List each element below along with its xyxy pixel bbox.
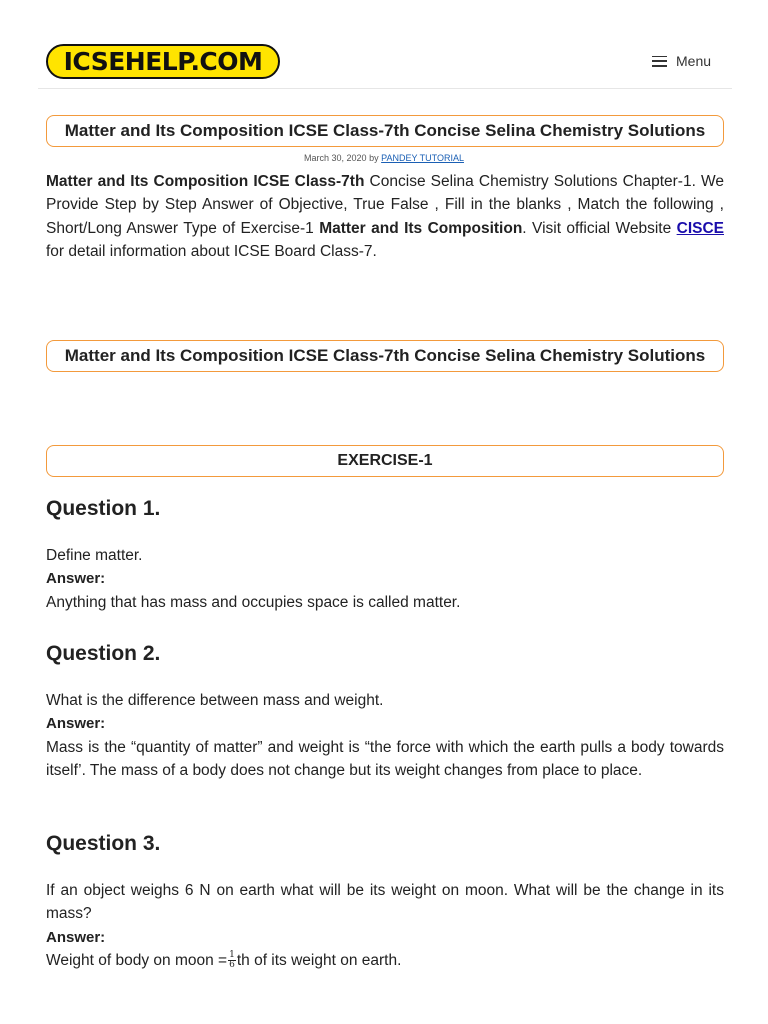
question-3-title: Question 3. bbox=[46, 832, 161, 855]
question-3-answer bbox=[46, 949, 724, 972]
question-1-title: Question 1. bbox=[46, 497, 161, 520]
answer-3-end: th of its weight on earth. bbox=[236, 951, 402, 969]
site-header bbox=[38, 38, 732, 89]
menu-button[interactable] bbox=[652, 51, 711, 71]
intro-bold-title: Matter and Its Composition ICSE Class-7th bbox=[46, 173, 365, 190]
question-2-answer-label: Answer: bbox=[46, 715, 106, 733]
answer-3-start: Weight of body on moon = bbox=[46, 951, 228, 969]
intro-text-2: . Visit official Website bbox=[522, 219, 677, 237]
site-logo[interactable] bbox=[46, 44, 280, 79]
question-1-body bbox=[46, 544, 724, 614]
question-1-answer: Anything that has mass and occupies space is called matter. bbox=[46, 593, 461, 611]
fraction-denominator: 6 bbox=[229, 960, 235, 971]
question-3-text: If an object weighs 6 N on earth what will be its weight on moon. What will be the change in its mass? bbox=[46, 882, 724, 923]
question-2-answer: Mass is the “quantity of matter” and weight is “the force with which the earth pulls a body towards itself’. The mass of a body does not change but its weight changes from place to place. bbox=[46, 738, 724, 779]
menu-label: Menu bbox=[676, 53, 712, 69]
question-1-answer-label: Answer: bbox=[46, 570, 106, 588]
fraction-one-sixth bbox=[228, 951, 236, 970]
logo-text: ICSEHELP.COM bbox=[63, 47, 263, 76]
post-title: Matter and Its Composition ICSE Class-7th Concise Selina Chemistry Solutions bbox=[46, 115, 724, 147]
question-2-text: What is the difference between mass and weight. bbox=[46, 692, 384, 709]
author-link[interactable]: PANDEY TUTORIAL bbox=[381, 153, 464, 163]
exercise-heading: EXERCISE-1 bbox=[46, 445, 724, 477]
post-date: March 30, 2020 bbox=[304, 153, 367, 163]
question-3-answer-label: Answer: bbox=[46, 928, 106, 946]
fraction-numerator: 1 bbox=[229, 950, 235, 961]
intro-paragraph bbox=[46, 170, 724, 263]
question-2-title: Question 2. bbox=[46, 642, 161, 665]
hamburger-icon bbox=[652, 56, 667, 67]
cisce-link[interactable]: CISCE bbox=[676, 219, 724, 237]
intro-bold-chapter: Matter and Its Composition bbox=[319, 219, 523, 237]
question-1-text: Define matter. bbox=[46, 547, 143, 564]
intro-text-1: Concise Selina Chemistry Solutions Chapter-1. We Provide Step by Step Answer of Objective, True False , Fill in the blanks , Match the following , Short/Long Answer Type of Exercise-1 bbox=[46, 173, 724, 237]
intro-text-3: for detail information about ICSE Board Class-7. bbox=[46, 242, 377, 260]
question-2-body bbox=[46, 689, 724, 782]
question-3-body bbox=[46, 879, 724, 972]
section-subtitle: Matter and Its Composition ICSE Class-7th Concise Selina Chemistry Solutions bbox=[46, 340, 724, 372]
post-by: by bbox=[369, 153, 379, 163]
post-meta bbox=[0, 153, 768, 163]
